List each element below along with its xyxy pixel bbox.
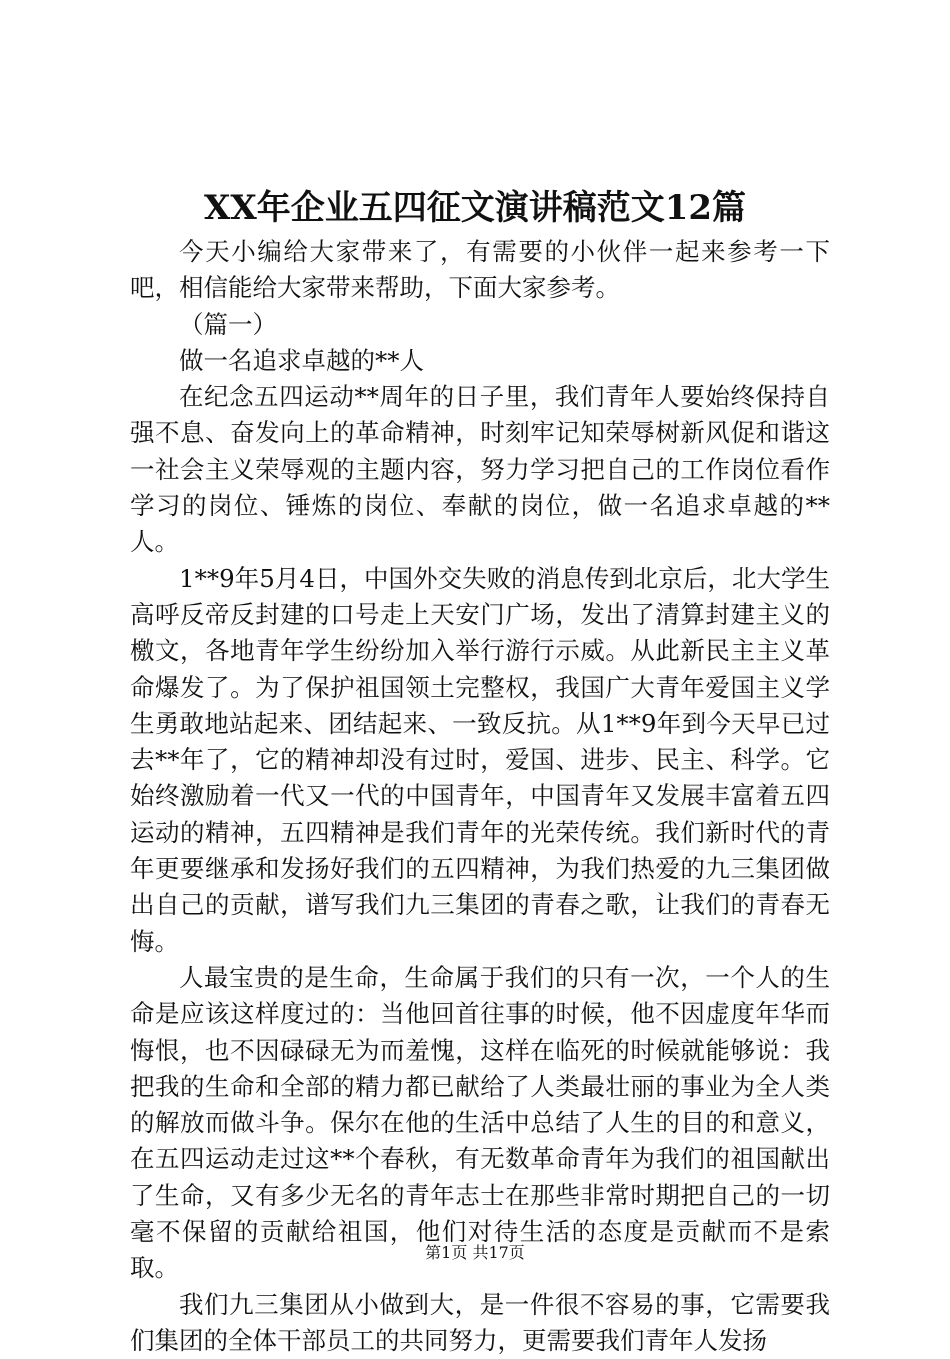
paragraph-subtitle: 做一名追求卓越的**人 [179, 345, 424, 375]
document-title: XX年企业五四征文演讲稿范文12篇 [203, 188, 747, 228]
paragraph-body-3: 人最宝贵的是生命，生命属于我们的只有一次，一个人的生命是应该这样度过的：当他回首往事的时候，他不因虚度年华而悔恨，也不因碌碌无为而羞愧，这样在临死的时候就能够说：我把我的生命和全部的精力都已献给了人类最壮丽的事业为全人类的解放而做斗争。保尔在他的生活中总结了人生的目的和意义，在五四运动走过这**个春秋，有无数革命青年为我们的祖国献出了生命，又有多少无名的青年志士在那些非常时期把自己的一切毫不保留的贡献给祖国，他们对待生活的态度是贡献而不是索取。 [130, 962, 830, 1283]
paragraph-body-1: 在纪念五四运动**周年的日子里，我们青年人要始终保持自强不息、奋发向上的革命精神，时刻牢记知荣辱树新风促和谐这一社会主义荣辱观的主题内容，努力学习把自己的工作岗位看作学习的岗位、锤炼的岗位、奉献的岗位，做一名追求卓越的**人。 [130, 382, 830, 557]
paragraph-body-2: 1**9年5月4日，中国外交失败的消息传到北京后，北大学生高呼反帝反封建的口号走上天安门广场，发出了清算封建主义的檄文，各地青年学生纷纷加入举行游行示威。从此新民主主义革命爆发了。为了保护祖国领土完整权，我国广大青年爱国主义学生勇敢地站起来、团结起来、一致反抗。从1**9年到今天早已过去**年了，它的精神却没有过时，爱国、进步、民主、科学。它始终激励着一代又一代的中国青年，中国青年又发展丰富着五四运动的精神，五四精神是我们青年的光荣传统。我们新时代的青年更要继承和发扬好我们的五四精神，为我们热爱的九三集团做出自己的贡献，谱写我们九三集团的青春之歌，让我们的青春无悔。 [130, 563, 830, 956]
page-footer: 第1页 共17页 [425, 1243, 525, 1262]
document-body [130, 234, 830, 1359]
paragraph-intro: 今天小编给大家带来了，有需要的小伙伴一起来参考一下吧，相信能给大家带来帮助，下面大家参考。 [130, 237, 830, 303]
paragraph-section-label: （篇一） [179, 309, 277, 339]
paragraph-body-4: 我们九三集团从小做到大，是一件很不容易的事，它需要我们集团的全体干部员工的共同努力，更需要我们青年人发扬 [130, 1289, 830, 1355]
